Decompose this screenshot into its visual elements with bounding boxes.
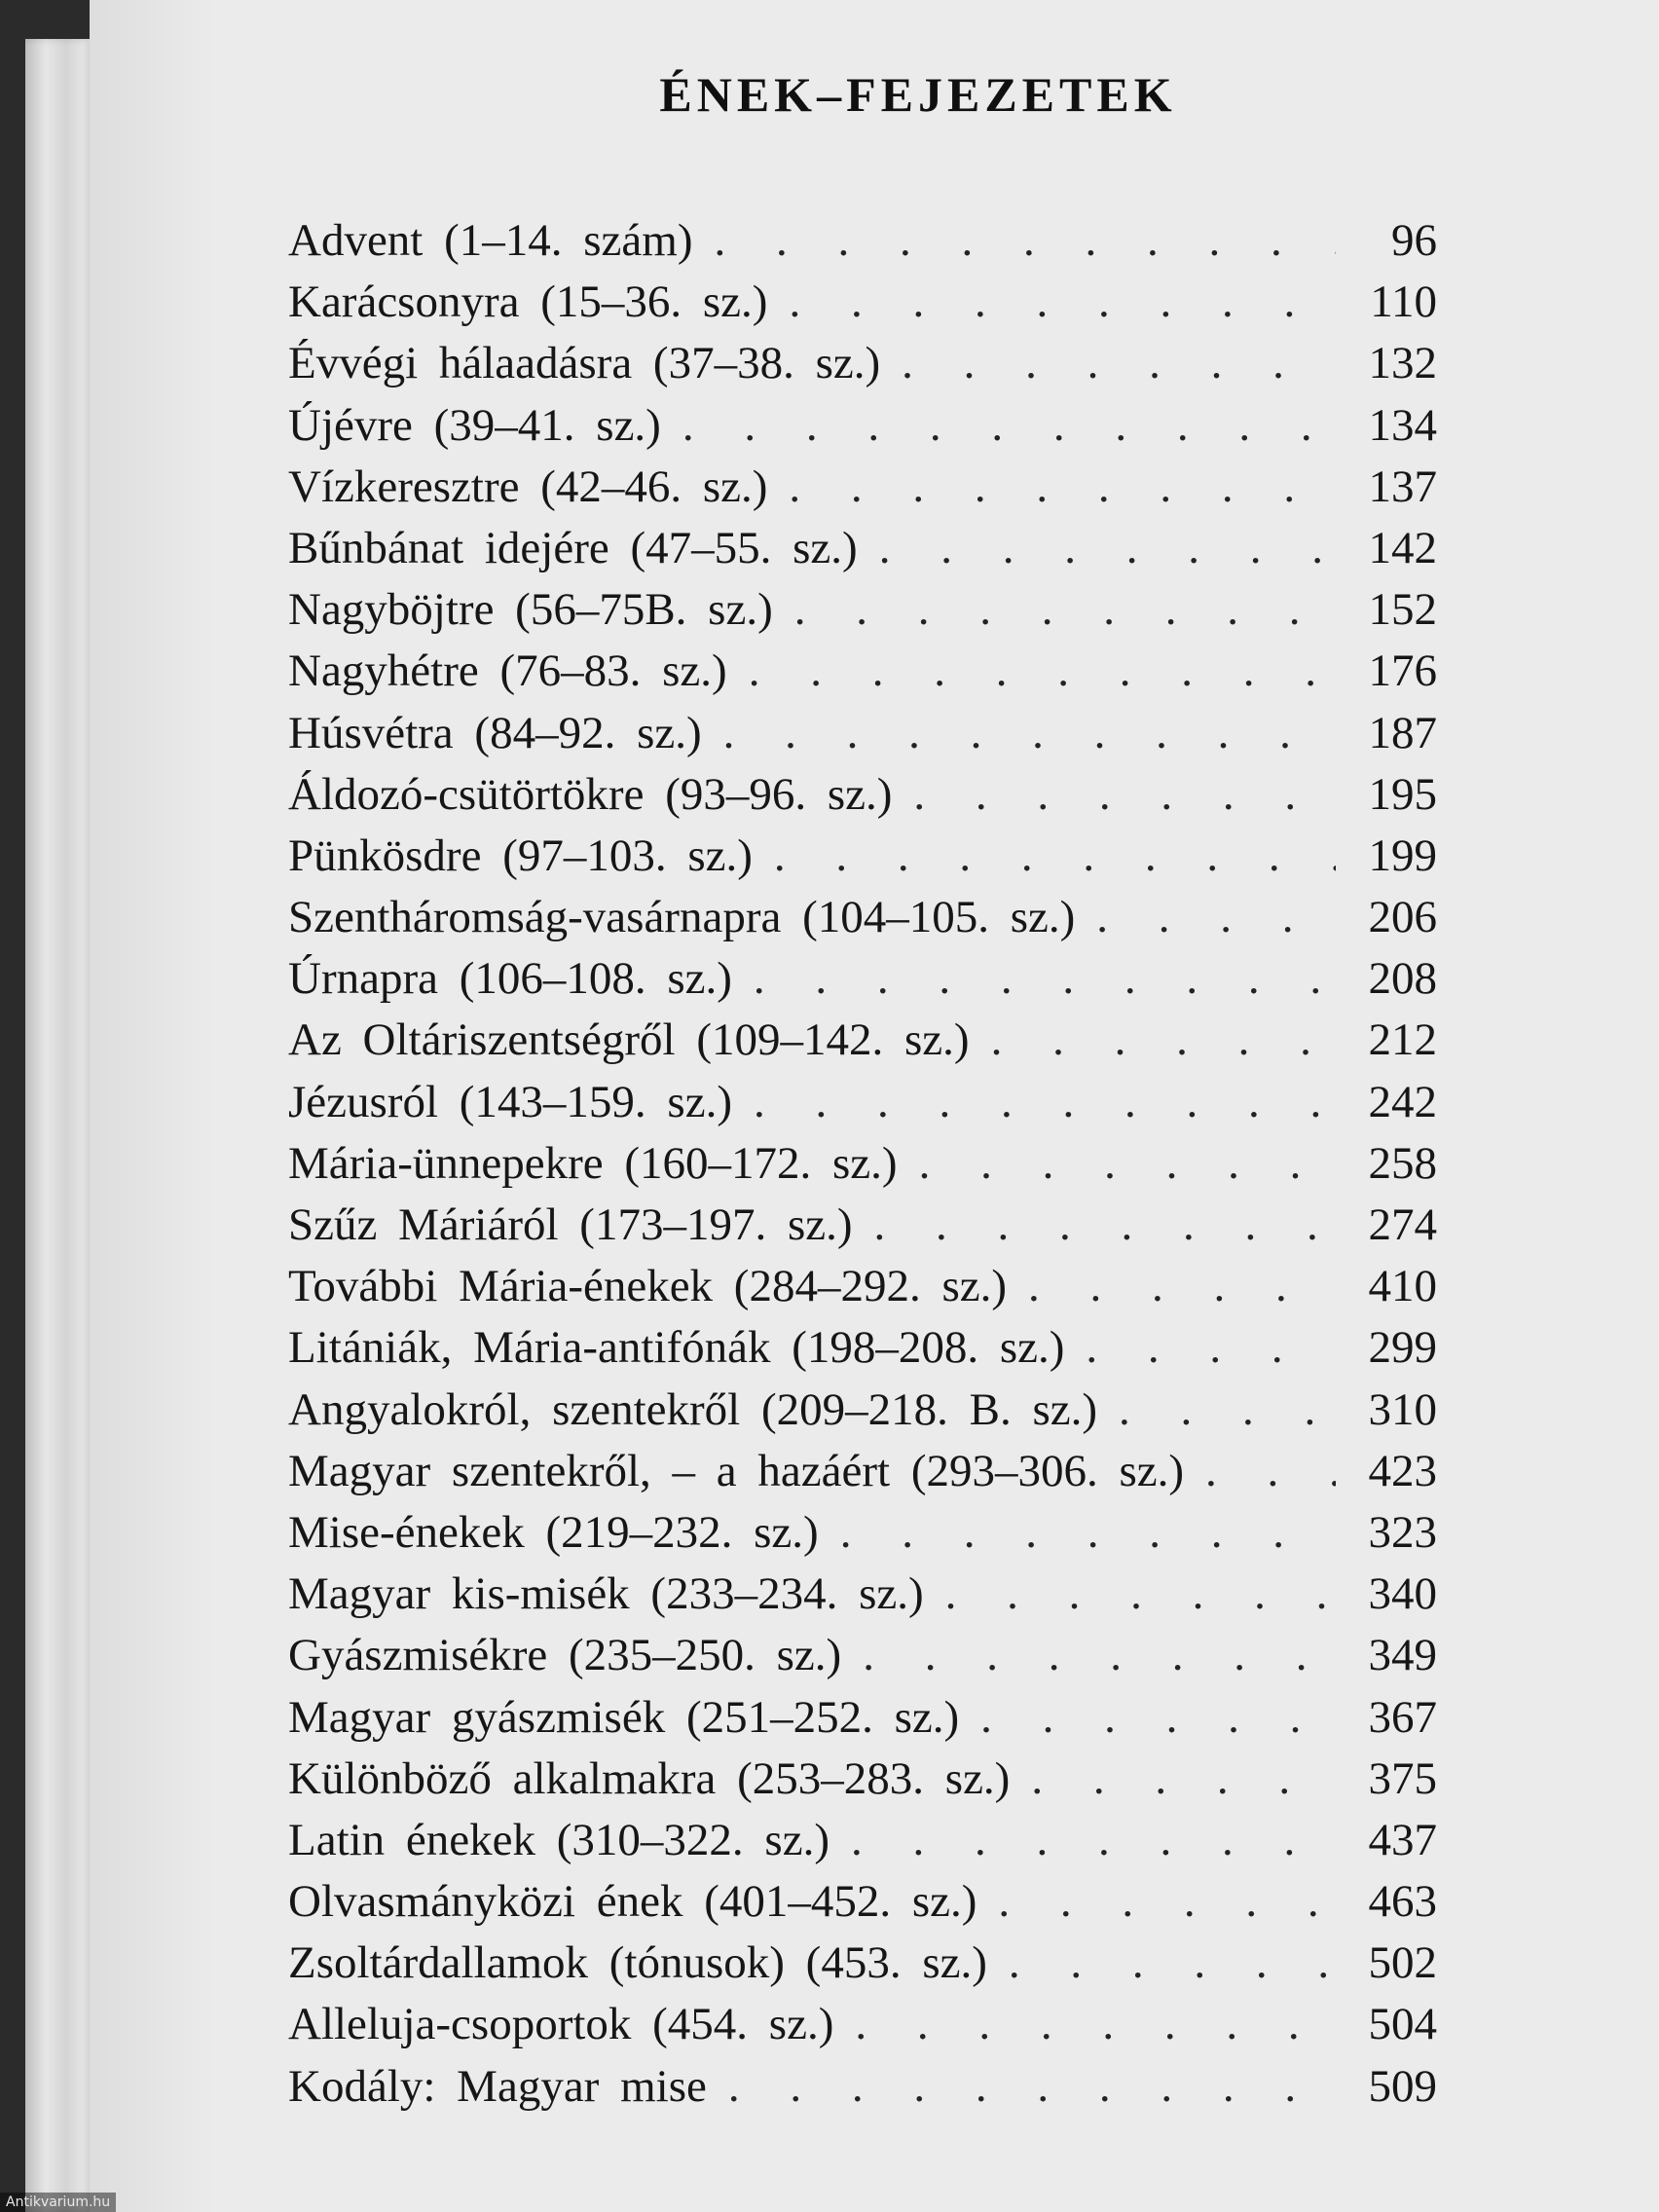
- toc-entry-page-number: 509: [1368, 2060, 1437, 2112]
- book-page: [90, 0, 1659, 2212]
- watermark: Antikvarium.hu: [0, 2193, 116, 2212]
- dot-leader: [754, 1076, 1336, 1128]
- dot-leader: [874, 1198, 1337, 1251]
- toc-entry-page-number: 340: [1368, 1568, 1437, 1620]
- toc-entry-title: Áldozó-csütörtökre (93–96. sz.): [288, 768, 893, 820]
- dot-leader: [1028, 1260, 1336, 1312]
- dot-leader: [714, 214, 1336, 267]
- toc-entry-title: Húsvétra (84–92. sz.): [288, 707, 702, 758]
- toc-entry-title: Magyar kis-misék (233–234. sz.): [288, 1568, 924, 1620]
- toc-entry-page-number: 187: [1368, 707, 1437, 758]
- dot-leader: [682, 399, 1336, 452]
- dot-leader: [902, 337, 1336, 389]
- toc-entry-title: További Mária-énekek (284–292. sz.): [288, 1261, 1008, 1312]
- table-of-contents: [288, 214, 1437, 2121]
- toc-entry-title: Szűz Máriáról (173–197. sz.): [288, 1199, 853, 1250]
- toc-entry: [288, 337, 1437, 398]
- toc-entry: [288, 707, 1437, 768]
- toc-entry: [288, 1752, 1437, 1814]
- toc-entry: [288, 1260, 1437, 1321]
- toc-entry-title: Olvasmányközi ének (401–452. sz.): [288, 1876, 977, 1928]
- toc-entry-page-number: 132: [1368, 338, 1437, 389]
- dot-leader: [1119, 1383, 1336, 1436]
- dot-leader: [789, 461, 1336, 513]
- toc-entry-title: Jézusról (143–159. sz.): [288, 1076, 732, 1127]
- toc-entry: [288, 1567, 1437, 1629]
- toc-entry: [288, 1936, 1437, 1998]
- toc-entry-title: Nagyböjtre (56–75B. sz.): [288, 584, 773, 636]
- dot-leader: [1009, 1936, 1336, 1989]
- toc-entry-title: Vízkeresztre (42–46. sz.): [288, 461, 768, 512]
- toc-entry-title: Magyar szentekről, – a hazáért (293–306. sz.): [288, 1445, 1185, 1496]
- toc-entry-page-number: 299: [1368, 1322, 1437, 1374]
- dot-leader: [919, 1137, 1336, 1190]
- toc-entry-page-number: 134: [1368, 399, 1437, 451]
- toc-entry-page-number: 463: [1368, 1876, 1437, 1928]
- toc-entry-page-number: 96: [1391, 215, 1437, 266]
- dot-leader: [728, 2060, 1336, 2113]
- toc-entry: [288, 830, 1437, 891]
- toc-entry: [288, 1383, 1437, 1445]
- toc-entry-title: Az Oltáriszentségről (109–142. sz.): [288, 1014, 970, 1066]
- toc-entry-title: Mária-ünnepekre (160–172. sz.): [288, 1137, 898, 1189]
- toc-entry-title: Nagyhétre (76–83. sz.): [288, 645, 727, 697]
- toc-entry-title: Angyalokról, szentekről (209–218. B. sz.): [288, 1383, 1098, 1435]
- toc-entry-title: Litániák, Mária-antifónák (198–208. sz.): [288, 1322, 1065, 1374]
- toc-entry: [288, 1321, 1437, 1382]
- toc-entry-page-number: 504: [1368, 1999, 1437, 2050]
- toc-entry-page-number: 274: [1368, 1199, 1437, 1250]
- toc-entry-page-number: 410: [1368, 1261, 1437, 1312]
- dot-leader: [749, 645, 1336, 697]
- toc-entry-title: Úrnapra (106–108. sz.): [288, 953, 732, 1005]
- dot-leader: [998, 1875, 1336, 1928]
- toc-entry: [288, 645, 1437, 706]
- toc-entry-page-number: 258: [1368, 1137, 1437, 1189]
- toc-entry: [288, 1198, 1437, 1260]
- toc-entry-title: Évvégi hálaadásra (37–38. sz.): [288, 338, 881, 389]
- toc-entry-title: Alleluja-csoportok (454. sz.): [288, 1999, 834, 2050]
- toc-entry-title: Kodály: Magyar mise: [288, 2060, 707, 2112]
- toc-entry-title: Advent (1–14. szám): [288, 215, 693, 266]
- dot-leader: [723, 707, 1336, 759]
- toc-entry-title: Szentháromság-vasárnapra (104–105. sz.): [288, 892, 1076, 943]
- dot-leader: [879, 522, 1336, 574]
- toc-entry-page-number: 242: [1368, 1076, 1437, 1127]
- toc-entry-title: Bűnbánat idejére (47–55. sz.): [288, 522, 858, 573]
- toc-entry: [288, 1629, 1437, 1690]
- toc-entry-page-number: 176: [1368, 645, 1437, 697]
- dot-leader: [754, 952, 1336, 1005]
- toc-entry-page-number: 349: [1368, 1630, 1437, 1681]
- dot-leader: [980, 1691, 1336, 1744]
- toc-entry-page-number: 142: [1368, 522, 1437, 573]
- toc-entry-page-number: 375: [1368, 1752, 1437, 1804]
- toc-entry: [288, 214, 1437, 276]
- toc-entry-page-number: 206: [1368, 892, 1437, 943]
- toc-entry: [288, 522, 1437, 583]
- toc-entry-page-number: 323: [1368, 1506, 1437, 1558]
- toc-entry-page-number: 137: [1368, 461, 1437, 512]
- dot-leader: [991, 1014, 1336, 1066]
- toc-entry: [288, 2060, 1437, 2121]
- toc-entry: [288, 1014, 1437, 1075]
- toc-entry: [288, 768, 1437, 830]
- dot-leader: [855, 1998, 1336, 2050]
- toc-entry: [288, 1445, 1437, 1506]
- toc-entry: [288, 1814, 1437, 1875]
- toc-entry: [288, 1076, 1437, 1137]
- toc-entry-title: Karácsonyra (15–36. sz.): [288, 276, 768, 328]
- dot-leader: [1031, 1752, 1336, 1805]
- toc-entry-title: Újévre (39–41. sz.): [288, 399, 661, 451]
- dot-leader: [913, 768, 1336, 821]
- dot-leader: [851, 1814, 1336, 1866]
- toc-entry: [288, 1875, 1437, 1936]
- dot-leader: [863, 1629, 1336, 1681]
- toc-entry-title: Pünkösdre (97–103. sz.): [288, 830, 753, 881]
- dot-leader: [789, 276, 1336, 328]
- toc-entry: [288, 583, 1437, 645]
- toc-entry-title: Latin énekek (310–322. sz.): [288, 1814, 830, 1865]
- toc-entry-page-number: 502: [1368, 1937, 1437, 1989]
- toc-entry: [288, 1137, 1437, 1198]
- toc-entry-title: Magyar gyászmisék (251–252. sz.): [288, 1691, 960, 1743]
- toc-entry-title: Különböző alkalmakra (253–283. sz.): [288, 1752, 1011, 1804]
- toc-entry-page-number: 367: [1368, 1691, 1437, 1743]
- toc-entry: [288, 1506, 1437, 1567]
- toc-entry-title: Zsoltárdallamok (tónusok) (453. sz.): [288, 1937, 987, 1989]
- toc-entry-page-number: 423: [1368, 1445, 1437, 1496]
- dot-leader: [794, 583, 1336, 636]
- toc-entry: [288, 1998, 1437, 2059]
- toc-entry: [288, 891, 1437, 952]
- toc-entry: [288, 461, 1437, 522]
- toc-entry: [288, 276, 1437, 337]
- toc-entry: [288, 952, 1437, 1014]
- book-page-edges: [25, 39, 93, 2212]
- toc-entry-page-number: 199: [1368, 830, 1437, 881]
- toc-entry-page-number: 310: [1368, 1383, 1437, 1435]
- dot-leader: [774, 830, 1336, 882]
- dot-leader: [840, 1506, 1336, 1559]
- dot-leader: [1205, 1445, 1336, 1497]
- toc-entry-page-number: 437: [1368, 1814, 1437, 1865]
- toc-entry-page-number: 195: [1368, 768, 1437, 820]
- toc-entry-page-number: 110: [1370, 276, 1437, 328]
- toc-entry-page-number: 152: [1368, 584, 1437, 636]
- toc-entry: [288, 399, 1437, 461]
- dot-leader: [1096, 891, 1336, 943]
- toc-entry-title: Mise-énekek (219–232. sz.): [288, 1506, 819, 1558]
- dot-leader: [1086, 1321, 1336, 1374]
- toc-entry-page-number: 208: [1368, 953, 1437, 1005]
- dot-leader: [945, 1567, 1336, 1620]
- toc-entry-page-number: 212: [1368, 1014, 1437, 1066]
- toc-entry-title: Gyászmisékre (235–250. sz.): [288, 1630, 842, 1681]
- page-heading: ÉNEK–FEJEZETEK: [659, 67, 1177, 122]
- toc-entry: [288, 1691, 1437, 1752]
